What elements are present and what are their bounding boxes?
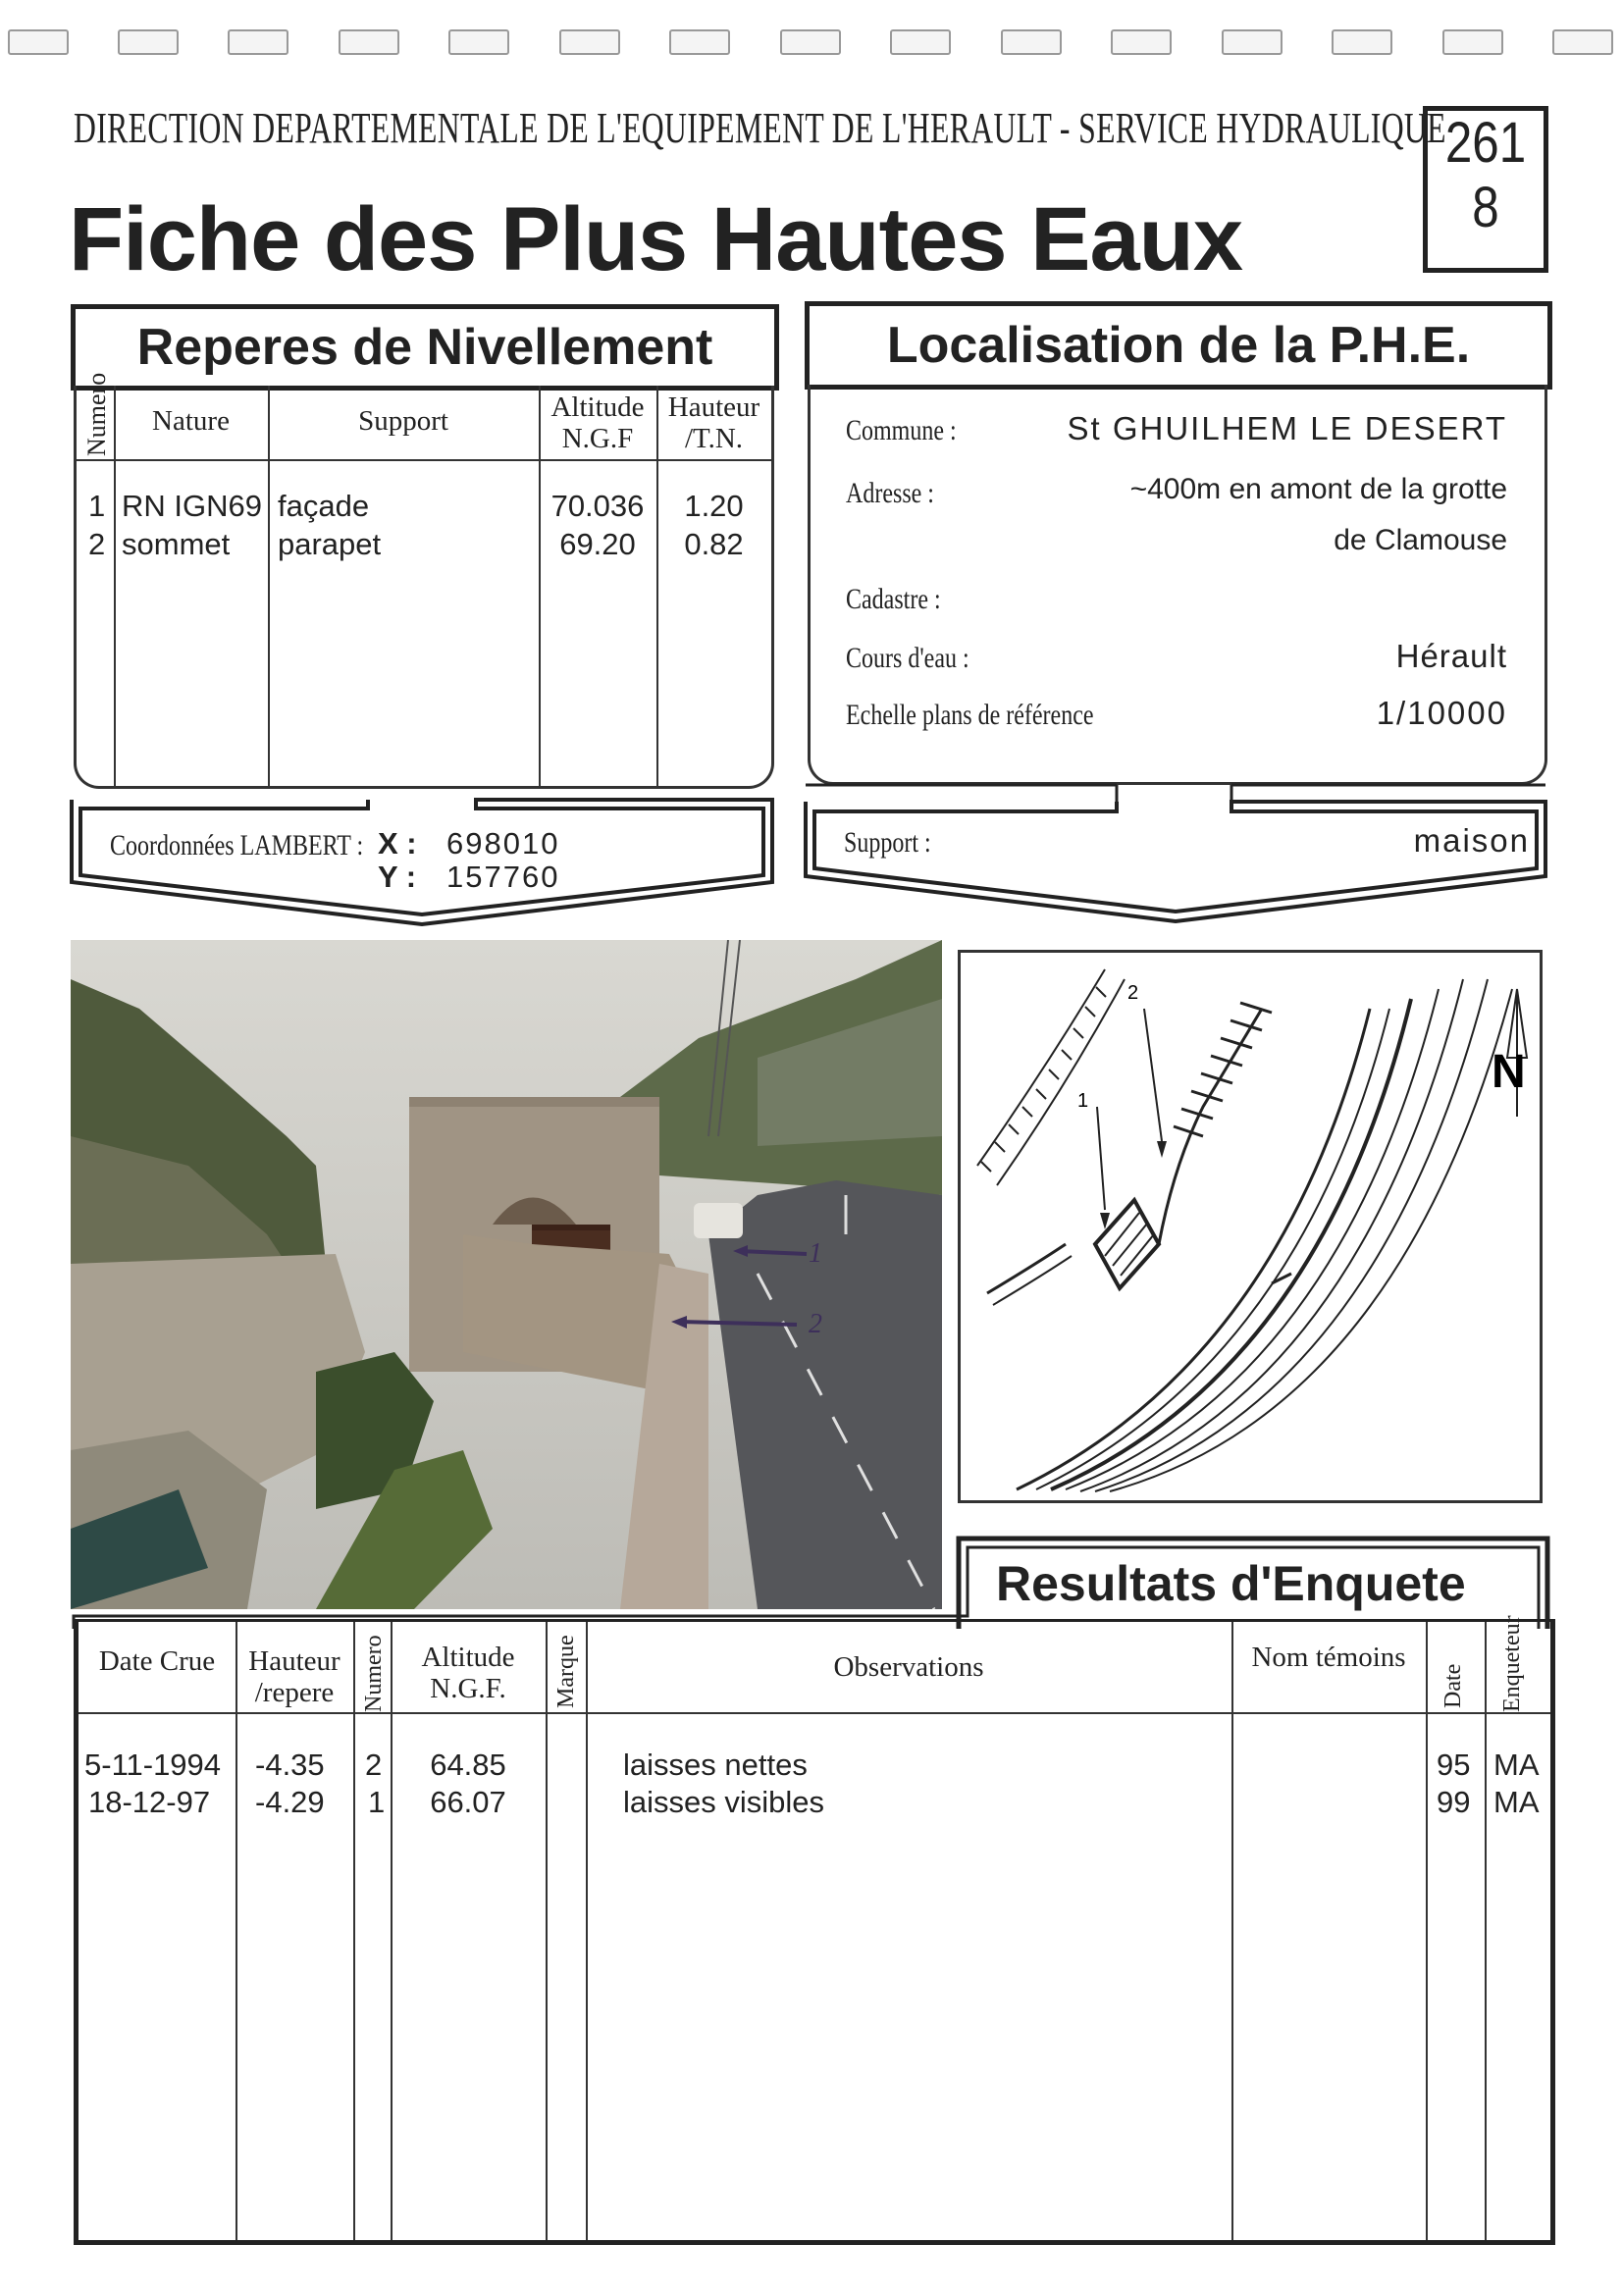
enquete-numero: 2 [365, 1748, 383, 1782]
site-photo [71, 940, 942, 1609]
repere-numero: 1 [88, 489, 106, 523]
localisation-panel [808, 385, 1547, 785]
col-observations: Observations [833, 1651, 984, 1683]
enquete-enqueteur: MA [1493, 1748, 1540, 1782]
north-arrow: N [1492, 1046, 1526, 1098]
cours-eau-label: Cours d'eau : [846, 642, 969, 674]
col-altitude: Altitude N.G.F [550, 391, 645, 454]
col-enqueteur: Enqueteur [1499, 1615, 1525, 1712]
x-value: 698010 [446, 826, 560, 861]
plan-marker-1: 1 [1077, 1090, 1089, 1112]
repere-altitude: 70.036 [550, 489, 645, 523]
location-plan [958, 950, 1543, 1503]
enquete-date: 99 [1437, 1785, 1471, 1819]
enquete-observations: laisses nettes [623, 1748, 808, 1782]
reperes-heading [71, 304, 779, 391]
x-label: X : [378, 826, 417, 861]
commune-label: Commune : [846, 414, 957, 446]
col-date: Date [1440, 1663, 1466, 1708]
y-value: 157760 [446, 860, 560, 894]
col-date-crue: Date Crue [98, 1645, 216, 1677]
commune-value: St GHUILHEM LE DESERT [1067, 410, 1507, 446]
enquete-date-crue: 18-12-97 [88, 1785, 211, 1819]
col-marque: Marque [553, 1635, 579, 1708]
cours-eau-value: Hérault [1395, 638, 1507, 674]
col-nom-temoins: Nom témoins [1251, 1642, 1406, 1673]
photo-marker-1: 1 [809, 1238, 822, 1269]
org-header: DIRECTION DEPARTEMENTALE DE L'EQUIPEMENT DE L'HERAULT - SERVICE HYDRAULIQUE [74, 104, 1446, 152]
echelle-label: Echelle plans de référence [846, 699, 1094, 731]
reference-box [1423, 106, 1548, 273]
repere-nature: RN IGN69 [122, 489, 262, 523]
col-numero: Numero [361, 1635, 387, 1712]
resultats-title: Resultats d'Enquete [996, 1556, 1466, 1611]
col-hauteur: Hauteur /T.N. [667, 391, 760, 454]
repere-nature: sommet [122, 527, 231, 561]
binder-tabs [0, 29, 1623, 59]
repere-support: parapet [278, 527, 382, 561]
y-label: Y : [378, 860, 417, 894]
echelle-value: 1/10000 [1376, 695, 1507, 731]
cadastre-label: Cadastre : [846, 583, 941, 615]
enquete-date-crue: 5-11-1994 [84, 1748, 222, 1782]
col-support: Support [358, 405, 448, 437]
enquete-enqueteur: MA [1493, 1785, 1540, 1819]
support-value: maison [1413, 822, 1530, 859]
reference-number: 261 [1444, 111, 1527, 175]
page-title: Fiche des Plus Hautes Eaux [69, 189, 1243, 289]
reperes-title: Reperes de Nivellement [136, 319, 713, 376]
col-hauteur-repere: Hauteur /repere [248, 1645, 340, 1708]
localisation-heading [805, 301, 1552, 390]
repere-hauteur: 0.82 [684, 527, 744, 561]
support-label: Support : [844, 826, 931, 859]
col-altitude: Altitude N.G.F. [421, 1642, 515, 1704]
enquete-hauteur: -4.35 [255, 1748, 325, 1782]
repere-hauteur: 1.20 [684, 489, 744, 523]
coordinates-frame [69, 797, 775, 934]
adresse-line1: ~400m en amont de la grotte [1129, 473, 1507, 505]
enquete-date: 95 [1437, 1748, 1471, 1782]
enquete-hauteur: -4.29 [255, 1785, 325, 1819]
reperes-table [74, 372, 774, 789]
col-numero: Numero [82, 372, 111, 456]
adresse-line2: de Clamouse [1334, 524, 1507, 556]
col-nature: Nature [152, 405, 230, 437]
adresse-label: Adresse : [846, 477, 934, 509]
enquete-altitude: 64.85 [430, 1748, 506, 1782]
repere-support: façade [278, 489, 370, 523]
repere-numero: 2 [88, 527, 106, 561]
plan-marker-2: 2 [1127, 982, 1139, 1004]
enquete-numero: 1 [368, 1785, 386, 1819]
enquete-altitude: 66.07 [430, 1785, 506, 1819]
resultats-table [74, 1615, 1555, 2245]
localisation-title: Localisation de la P.H.E. [886, 317, 1471, 374]
coordinates-label: Coordonnées LAMBERT : [110, 829, 364, 861]
enquete-observations: laisses visibles [623, 1785, 825, 1819]
photo-marker-2: 2 [809, 1309, 822, 1339]
repere-altitude: 69.20 [559, 527, 636, 561]
reference-sub: 8 [1472, 176, 1499, 239]
